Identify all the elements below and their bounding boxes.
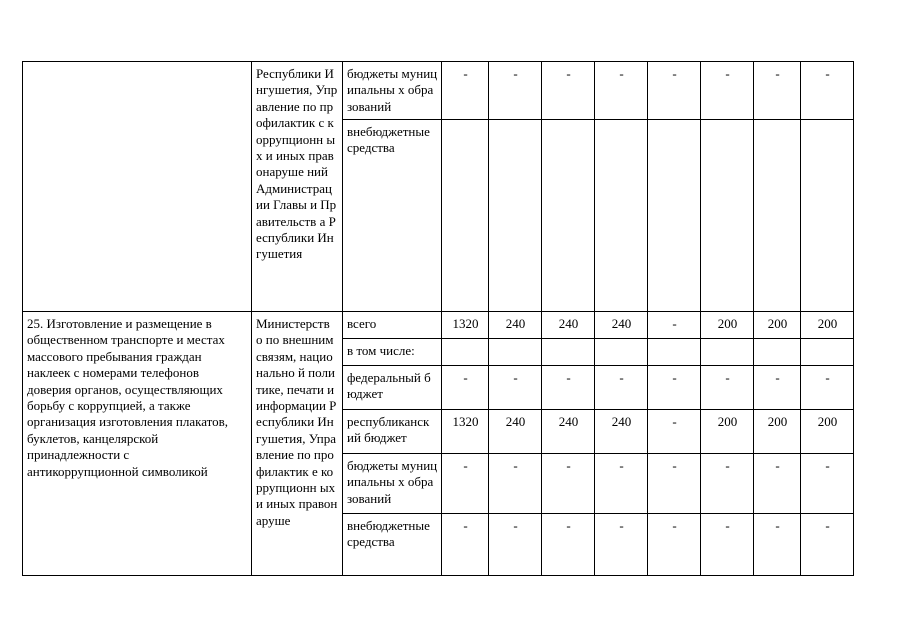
amount-cell — [754, 120, 801, 312]
amount-cell — [701, 339, 754, 366]
amount-cell: 240 — [489, 312, 542, 339]
amount-cell: - — [489, 454, 542, 514]
amount-cell: 200 — [801, 410, 854, 454]
amount-cell: - — [489, 62, 542, 120]
amount-cell: - — [595, 454, 648, 514]
amount-cell: 240 — [542, 410, 595, 454]
measure-description-cell — [23, 62, 252, 312]
funding-source-cell: федеральный бюджет — [343, 366, 442, 410]
amount-cell: 240 — [595, 410, 648, 454]
funding-source-cell: внебюджетные средства — [343, 514, 442, 576]
amount-cell: - — [542, 62, 595, 120]
amount-cell: 200 — [754, 410, 801, 454]
amount-cell: - — [542, 514, 595, 576]
amount-cell: 1320 — [442, 312, 489, 339]
funding-source-cell: республиканск ий бюджет — [343, 410, 442, 454]
amount-cell: - — [595, 62, 648, 120]
amount-cell: - — [754, 366, 801, 410]
funding-source-cell: в том числе: — [343, 339, 442, 366]
executor-cell: Министерств о по внешним связям, национально й политике, печати и информации Республики Ингушетия, Управление по профилактик е коррупционн ых и иных правонаруше — [252, 312, 343, 576]
amount-cell: - — [442, 454, 489, 514]
amount-cell: 240 — [489, 410, 542, 454]
amount-cell — [489, 339, 542, 366]
amount-cell — [648, 120, 701, 312]
funding-source-cell: внебюджетные средства — [343, 120, 442, 312]
amount-cell: - — [754, 514, 801, 576]
amount-cell: - — [701, 366, 754, 410]
amount-cell — [595, 120, 648, 312]
amount-cell: 200 — [801, 312, 854, 339]
table-row — [23, 62, 854, 120]
amount-cell: - — [701, 514, 754, 576]
amount-cell — [754, 339, 801, 366]
amount-cell: - — [648, 62, 701, 120]
amount-cell: 200 — [754, 312, 801, 339]
amount-cell: - — [648, 366, 701, 410]
amount-cell: 1320 — [442, 410, 489, 454]
amount-cell: - — [701, 454, 754, 514]
amount-cell: - — [489, 514, 542, 576]
amount-cell: - — [801, 454, 854, 514]
amount-cell — [701, 120, 754, 312]
table-row — [23, 312, 854, 339]
amount-cell: - — [442, 62, 489, 120]
measure-description-cell: 25. Изготовление и размещение в общественном транспорте и местах массового пребывания граждан наклеек с номерами телефонов доверия органов, осуществляющих борьбу с коррупцией, а также организация изготовления плакатов, буклетов, канцелярской принадлежности с антикоррупционной символикой — [23, 312, 252, 576]
amount-cell: - — [648, 454, 701, 514]
amount-cell: - — [648, 514, 701, 576]
amount-cell: - — [701, 62, 754, 120]
amount-cell: - — [648, 312, 701, 339]
amount-cell: - — [489, 366, 542, 410]
amount-cell: - — [648, 410, 701, 454]
amount-cell — [801, 120, 854, 312]
amount-cell: - — [754, 62, 801, 120]
executor-cell: Республики Ингушетия, Управление по профилактик с коррупционн ых и иных правонаруше ний Администрац ии Главы и Правительств а Республики Ингушетия — [252, 62, 343, 312]
amount-cell — [648, 339, 701, 366]
amount-cell — [489, 120, 542, 312]
amount-cell: - — [595, 514, 648, 576]
amount-cell — [442, 120, 489, 312]
amount-cell: - — [542, 366, 595, 410]
amount-cell — [801, 339, 854, 366]
funding-source-cell: бюджеты муниципальны х образований — [343, 62, 442, 120]
amount-cell: - — [754, 454, 801, 514]
amount-cell: 240 — [542, 312, 595, 339]
amount-cell: - — [801, 366, 854, 410]
funding-source-cell: всего — [343, 312, 442, 339]
amount-cell: - — [442, 366, 489, 410]
amount-cell: - — [595, 366, 648, 410]
amount-cell: - — [801, 514, 854, 576]
amount-cell: - — [542, 454, 595, 514]
amount-cell — [595, 339, 648, 366]
amount-cell — [442, 339, 489, 366]
amount-cell — [542, 120, 595, 312]
funding-source-cell: бюджеты муниципальны х образований — [343, 454, 442, 514]
amount-cell: - — [442, 514, 489, 576]
amount-cell: 200 — [701, 410, 754, 454]
amount-cell — [542, 339, 595, 366]
budget-table — [22, 61, 854, 576]
amount-cell: - — [801, 62, 854, 120]
amount-cell: 200 — [701, 312, 754, 339]
amount-cell: 240 — [595, 312, 648, 339]
